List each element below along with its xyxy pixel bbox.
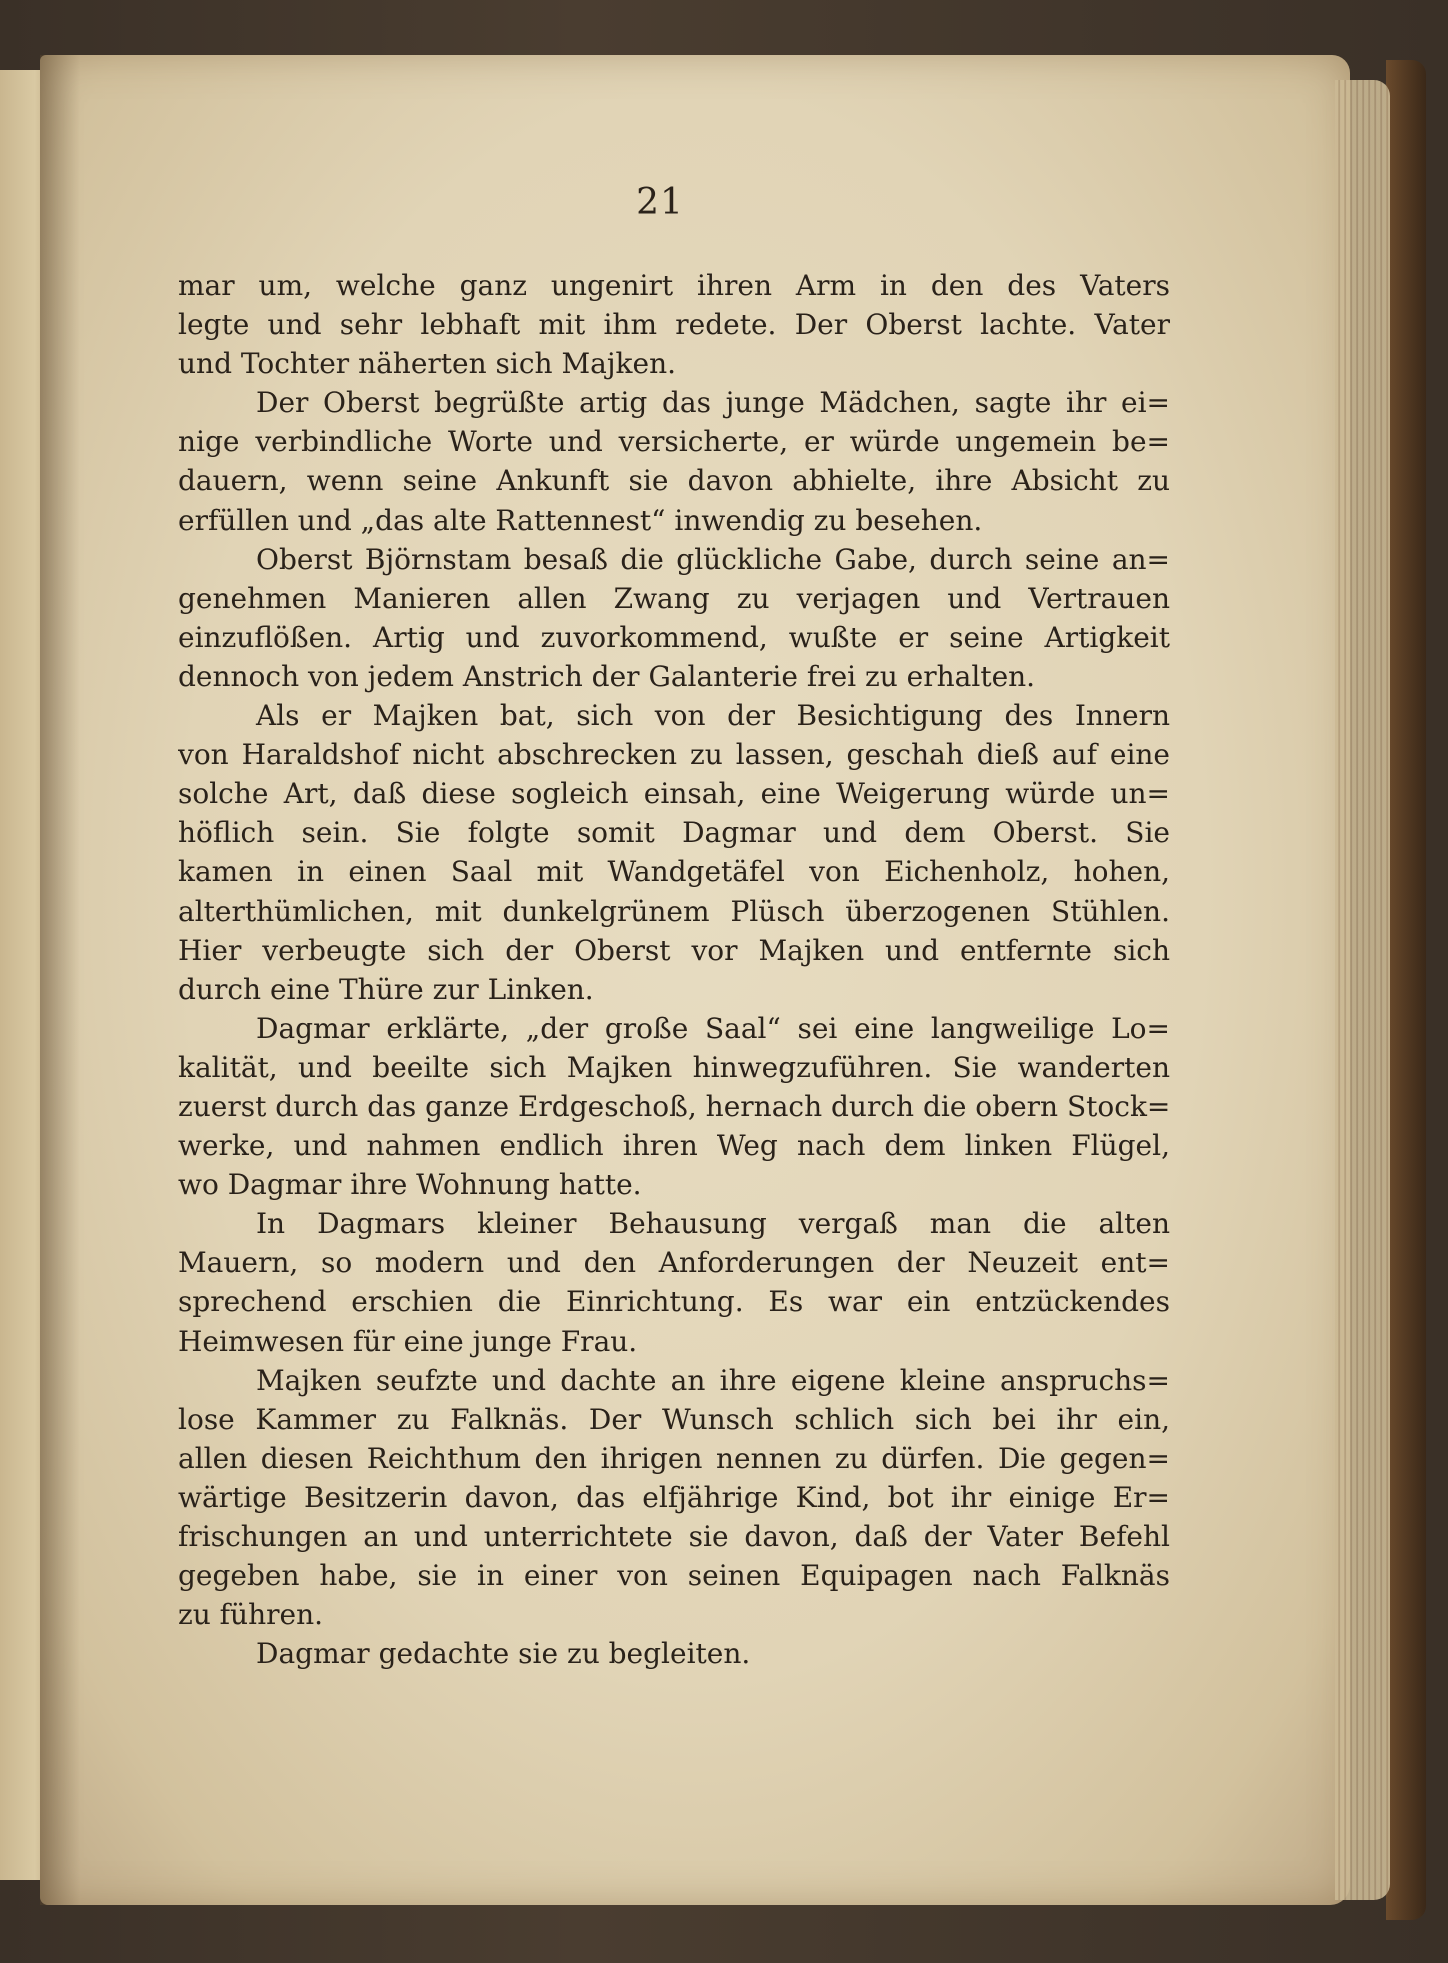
body-text [178,266,1170,1673]
text-line: alterthümlichen, mit dunkelgrünem Plüsch überzogenen Stühlen. [178,894,1170,928]
text-line: erfüllen und „das alte Rattennest“ inwendig zu besehen. [178,503,983,537]
text-line: wärtige Besitzerin davon, das elfjährige Kind, bot ihr einige Er= [178,1480,1170,1514]
text-line: Oberst Björnstam besaß die glückliche Gabe, durch seine an= [256,542,1170,576]
text-line: kamen in einen Saal mit Wandgetäfel von Eichenholz, hohen, [178,855,1170,889]
page-fore-edge [1335,80,1390,1900]
text-line: Als er Majken bat, sich von der Besichtigung des Innern [256,699,1170,733]
gutter-shadow [40,55,80,1905]
text-line: dauern, wenn seine Ankunft sie davon abhielte, ihre Absicht zu [178,464,1170,498]
text-line: lose Kammer zu Falknäs. Der Wunsch schlich sich bei ihr ein, [178,1402,1170,1436]
text-line: Mauern, so modern und den Anforderungen der Neuzeit ent= [178,1246,1170,1280]
text-line: höflich sein. Sie folgte somit Dagmar und dem Oberst. Sie [178,816,1170,850]
text-line: zu führen. [178,1598,324,1632]
text-line: nige verbindliche Worte und versicherte, er würde ungemein be= [178,425,1170,459]
text-line: dennoch von jedem Anstrich der Galanterie frei zu erhalten. [178,659,1036,693]
text-line: zuerst durch das ganze Erdgeschoß, hernach durch die obern Stock= [178,1089,1170,1123]
text-line: Dagmar gedachte sie zu begleiten. [256,1637,751,1671]
text-line: einzuflößen. Artig und zuvorkommend, wußte er seine Artigkeit [178,620,1170,654]
text-line: frischungen an und unterrichtete sie davon, daß der Vater Befehl [178,1520,1170,1553]
text-line: werke, und nahmen endlich ihren Weg nach dem linken Flügel, [178,1129,1170,1163]
text-line: Majken seufzte und dachte an ihre eigene kleine anspruchs= [256,1363,1170,1397]
text-line: allen diesen Reichthum den ihrigen nennen zu dürfen. Die gegen= [178,1441,1170,1475]
text-line: Dagmar erklärte, „der große Saal“ sei eine langweilige Lo= [256,1011,1170,1045]
text-line: Hier verbeugte sich der Oberst vor Majken und entfernte sich [178,933,1170,967]
text-line: kalität, und beeilte sich Majken hinwegzuführen. Sie wanderten [178,1050,1170,1084]
text-line: wo Dagmar ihre Wohnung hatte. [178,1168,642,1202]
text-line: durch eine Thüre zur Linken. [178,972,594,1006]
text-line: legte und sehr lebhaft mit ihm redete. Der Oberst lachte. Vater [178,308,1170,342]
text-line: gegeben habe, sie in einer von seinen Equipagen nach Falknäs [178,1559,1170,1593]
text-line: von Haraldshof nicht abschrecken zu lassen, geschah dieß auf eine [178,738,1170,772]
text-line: mar um, welche ganz ungenirt ihren Arm in den des Vaters [178,269,1170,302]
text-line: Der Oberst begrüßte artig das junge Mädchen, sagte ihr ei= [256,386,1170,420]
text-line: In Dagmars kleiner Behausung vergaß man die alten [256,1207,1170,1241]
text-line: solche Art, daß diese sogleich einsah, eine Weigerung würde un= [178,777,1170,811]
book-cover-edge [1386,60,1426,1920]
page-number: 21 [636,182,684,223]
text-line: genehmen Manieren allen Zwang zu verjagen und Vertrauen [178,581,1170,615]
text-line: Heimwesen für eine junge Frau. [178,1324,638,1358]
text-line: sprechend erschien die Einrichtung. Es war ein entzückendes [178,1285,1170,1319]
text-line: und Tochter näherten sich Majken. [178,347,676,381]
